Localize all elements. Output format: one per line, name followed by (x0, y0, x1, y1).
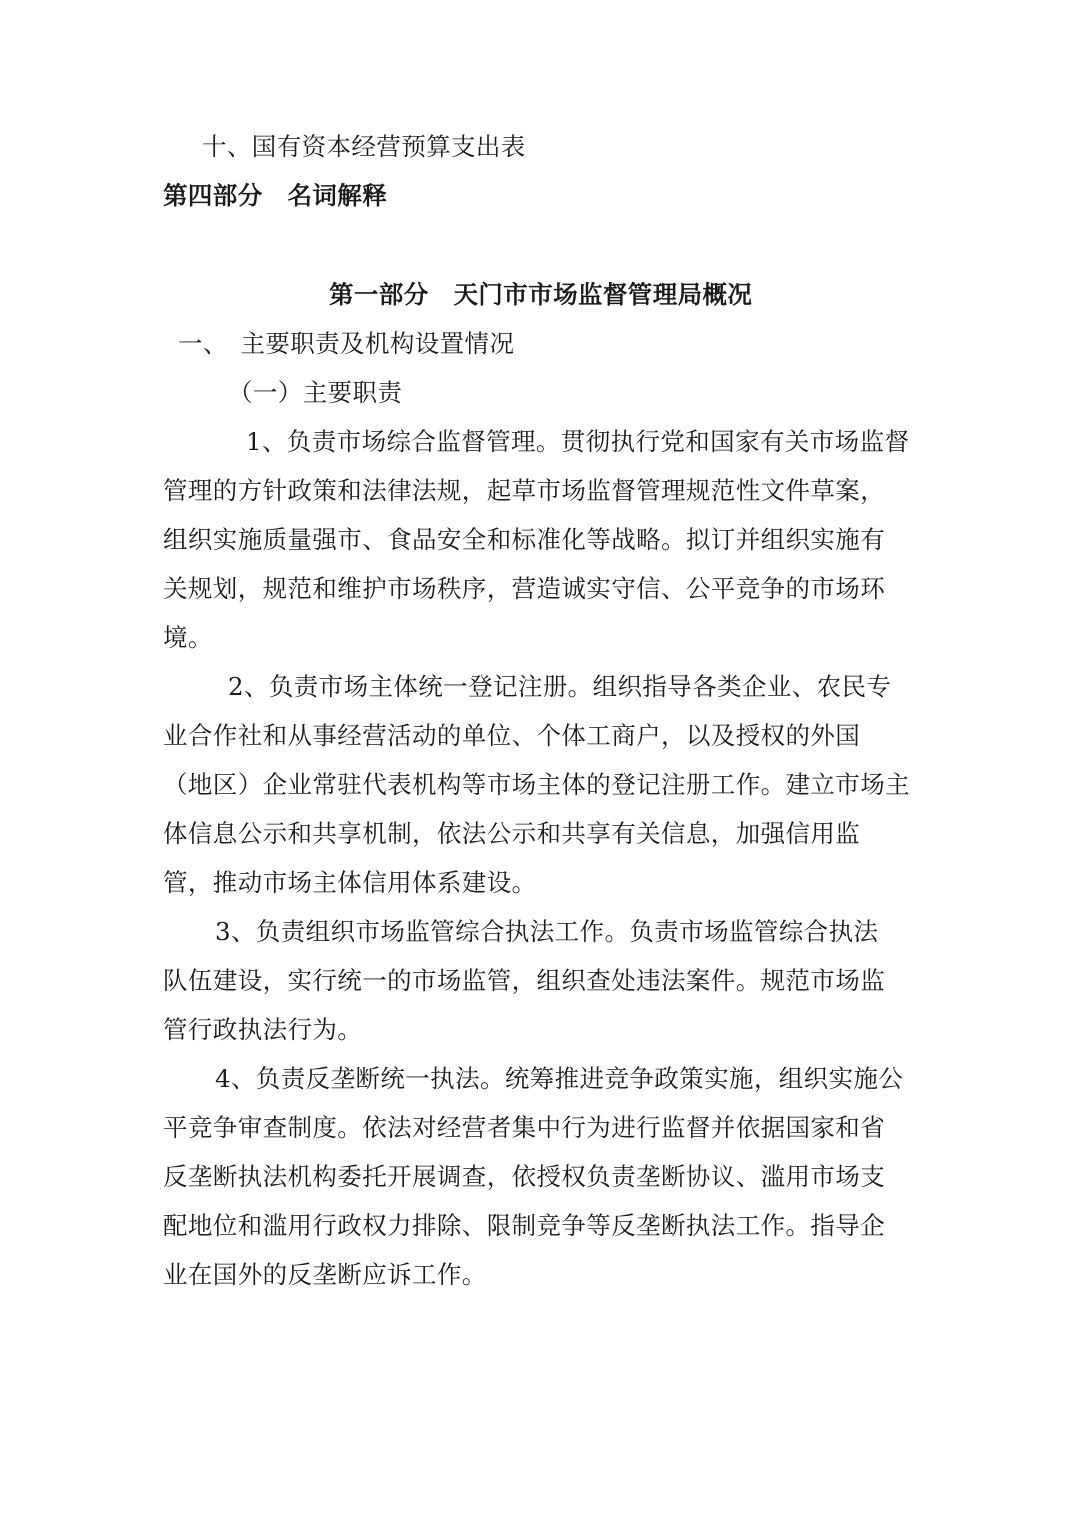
part-one-title: 第一部分 天门市市场监督管理局概况 (329, 280, 753, 309)
paragraph-line: 体信息公示和共享机制，依法公示和共享有关信息，加强信用监 (163, 819, 861, 848)
paragraph-line: 平竞争审查制度。依法对经营者集中行为进行监督并依据国家和省 (163, 1113, 886, 1142)
paragraph-line: 4、负责反垄断统一执法。统筹推进竞争政策实施，组织实施公 (215, 1064, 904, 1093)
toc-part-four: 第四部分 名词解释 (163, 181, 388, 210)
paragraph-line: 组织实施质量强市、食品安全和标准化等战略。拟订并组织实施有 (163, 525, 886, 554)
section-one-heading: 一、 主要职责及机构设置情况 (178, 329, 515, 358)
paragraph-line: 2、负责市场主体统一登记注册。组织指导各类企业、农民专 (228, 672, 892, 701)
paragraph-line: 反垄断执法机构委托开展调查，依授权负责垄断协议、滥用市场支 (163, 1162, 886, 1191)
paragraph-line: 业在国外的反垄断应诉工作。 (163, 1260, 487, 1289)
paragraph-line: 境。 (163, 623, 213, 652)
paragraph-line: 业合作社和从事经营活动的单位、个体工商户，以及授权的外国 (163, 721, 861, 750)
paragraph-line: （地区）企业常驻代表机构等市场主体的登记注册工作。建立市场主 (163, 770, 910, 799)
paragraph-line: 3、负责组织市场监管综合执法工作。负责市场监管综合执法 (215, 917, 879, 946)
paragraph-line: 1、负责市场综合监督管理。贯彻执行党和国家有关市场监督 (246, 427, 910, 456)
subsection-heading-main-duties: （一）主要职责 (228, 378, 403, 407)
paragraph-line: 配地位和滥用行政权力排除、限制竞争等反垄断执法工作。指导企 (163, 1211, 886, 1240)
paragraph-line: 管理的方针政策和法律法规，起草市场监督管理规范性文件草案， (163, 476, 886, 505)
paragraph-line: 关规划，规范和维护市场秩序，营造诚实守信、公平竞争的市场环 (163, 574, 886, 603)
paragraph-line: 管，推动市场主体信用体系建设。 (163, 868, 537, 897)
paragraph-line: 管行政执法行为。 (163, 1015, 363, 1044)
paragraph-line: 队伍建设，实行统一的市场监管，组织查处违法案件。规范市场监 (163, 966, 886, 995)
toc-item-ten: 十、国有资本经营预算支出表 (202, 132, 526, 161)
